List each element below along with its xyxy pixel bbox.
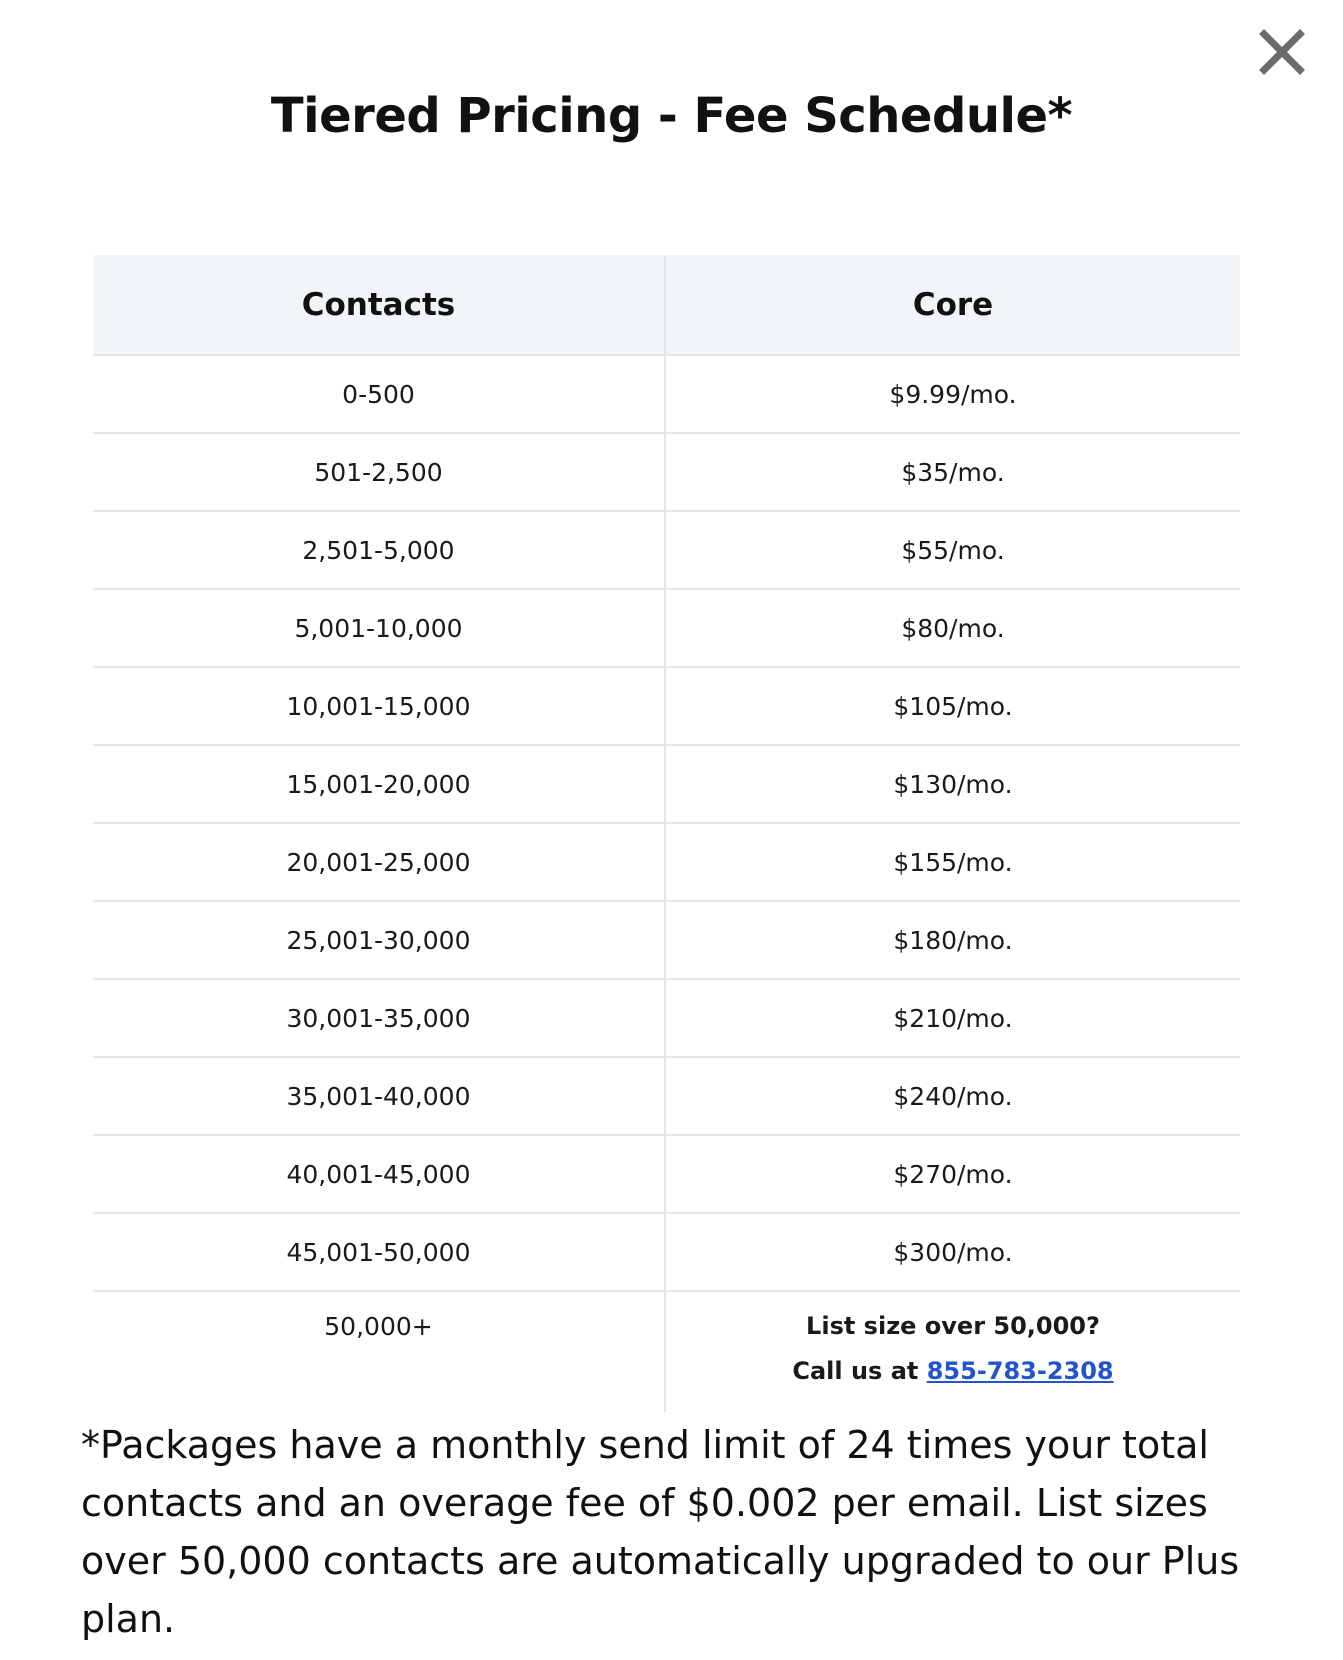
core-price-cell: $155/mo.	[665, 823, 1240, 901]
contacts-cell: 25,001-30,000	[93, 901, 665, 979]
core-price-cell: $240/mo.	[665, 1057, 1240, 1135]
contacts-cell: 10,001-15,000	[93, 667, 665, 745]
contacts-cell: 30,001-35,000	[93, 979, 665, 1057]
contacts-cell: 50,000+	[93, 1291, 665, 1412]
table-row	[93, 979, 1240, 1057]
table-row	[93, 901, 1240, 979]
close-button[interactable]	[1256, 26, 1308, 78]
contacts-cell: 0-500	[93, 355, 665, 433]
close-icon	[1256, 26, 1308, 78]
core-price-cell: $270/mo.	[665, 1135, 1240, 1213]
core-price-cell: $130/mo.	[665, 745, 1240, 823]
table-row	[93, 823, 1240, 901]
contacts-cell: 5,001-10,000	[93, 589, 665, 667]
contacts-cell: 2,501-5,000	[93, 511, 665, 589]
core-price-cell: $80/mo.	[665, 589, 1240, 667]
contacts-cell: 35,001-40,000	[93, 1057, 665, 1135]
table-row	[93, 589, 1240, 667]
table-row	[93, 667, 1240, 745]
core-price-cell: $35/mo.	[665, 433, 1240, 511]
core-column-header: Core	[665, 255, 1240, 355]
core-price-cell: $9.99/mo.	[665, 355, 1240, 433]
table-row	[93, 433, 1240, 511]
table-row	[93, 1057, 1240, 1135]
contacts-cell: 501-2,500	[93, 433, 665, 511]
table-header-row	[93, 255, 1240, 355]
table-row	[93, 1213, 1240, 1291]
core-price-cell: $55/mo.	[665, 511, 1240, 589]
contacts-column-header: Contacts	[93, 255, 665, 355]
table-row-over-50000	[93, 1291, 1240, 1412]
table-row	[93, 1135, 1240, 1213]
phone-link[interactable]: 855-783-2308	[926, 1357, 1114, 1385]
footnote: *Packages have a monthly send limit of 24 times your total contacts and an overage fee of $0.002 per email. List sizes over 50,000 contacts are automatically upgraded to our Plus plan.	[81, 1423, 1240, 1641]
core-price-cell: $105/mo.	[665, 667, 1240, 745]
contacts-cell: 20,001-25,000	[93, 823, 665, 901]
contacts-cell: 15,001-20,000	[93, 745, 665, 823]
list-size-note: List size over 50,000?	[806, 1312, 1100, 1340]
call-us-label: Call us at	[792, 1357, 927, 1385]
call-us-line	[666, 1349, 1240, 1394]
core-price-cell: $180/mo.	[665, 901, 1240, 979]
core-cell-contact-us	[665, 1291, 1240, 1412]
contacts-cell: 40,001-45,000	[93, 1135, 665, 1213]
contacts-cell: 45,001-50,000	[93, 1213, 665, 1291]
table-row	[93, 511, 1240, 589]
core-price-cell: $210/mo.	[665, 979, 1240, 1057]
pricing-table	[93, 255, 1240, 1412]
page-title: Tiered Pricing - Fee Schedule*	[270, 88, 1073, 144]
table-row	[93, 745, 1240, 823]
core-price-cell: $300/mo.	[665, 1213, 1240, 1291]
table-row	[93, 355, 1240, 433]
